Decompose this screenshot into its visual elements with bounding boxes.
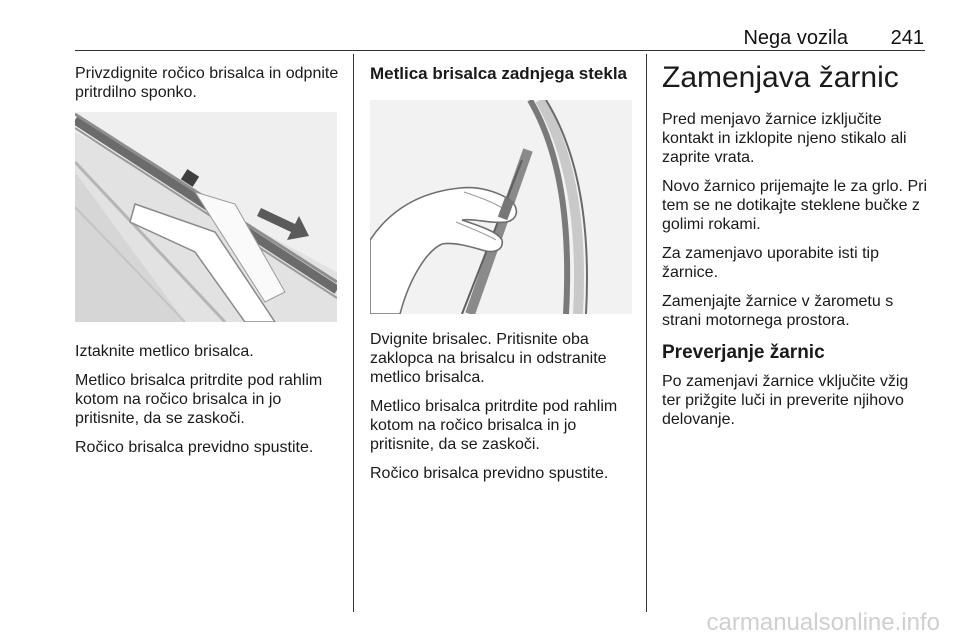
paragraph-same-type: Za zamenjavo uporabite isti tip žarnice. (662, 245, 879, 281)
paragraph-check-lights: Po zamenjavi žarnice vključite vžig ter prižgite luči in preverite njihovo delovanje. (662, 373, 909, 428)
column-divider-1 (353, 54, 354, 612)
paragraph-remove-blade: Iztaknite metlico brisalca. (75, 343, 254, 360)
section-title: Nega vozila (743, 27, 848, 49)
paragraph-lower-rear-arm: Ročico brisalca previdno spustite. (370, 465, 609, 482)
paragraph-lower-arm: Ročico brisalca previdno spustite. (75, 439, 314, 456)
bulb-replacement-heading: Zamenjava žarnic (662, 61, 899, 94)
bulb-check-heading: Preverjanje žarnic (662, 342, 825, 363)
column-3 (662, 61, 928, 439)
front-wiper-illustration (75, 112, 337, 322)
paragraph-lift-wiper: Dvignite brisalec. Pritisnite oba zaklopca na brisalcu in odstranite metlico brisalca. (370, 331, 607, 386)
paragraph-handle-bulb: Novo žarnico prijemajte le za grlo. Pri tem se ne dotikajte steklene bučke z golimi rokami. (662, 178, 927, 233)
paragraph-switch-off: Pred menjavo žarnice izključite kontakt in izklopite njeno stikalo ali zaprite vrata. (662, 111, 907, 166)
rear-wiper-illustration (370, 100, 632, 314)
column-1 (75, 64, 343, 467)
page-number: 241 (890, 27, 924, 49)
column-2 (370, 64, 632, 493)
paragraph-attach-blade: Metlico brisalca pritrdite pod rahlim kotom na ročico brisalca in jo pritisnite, da se zaskoči. (75, 372, 323, 427)
paragraph-engine-side: Zamenjajte žarnice v žarometu s strani motornega prostora. (662, 293, 894, 329)
column-divider-2 (646, 54, 647, 612)
paragraph-attach-rear-blade: Metlico brisalca pritrdite pod rahlim kotom na ročico brisalca in jo pritisnite, da se zaskoči. (370, 398, 618, 453)
paragraph-unclip-arm: Privzdignite ročico brisalca in odpnite pritrdilno sponko. (75, 65, 339, 101)
rear-wiper-heading: Metlica brisalca zadnjega stekla (370, 64, 628, 83)
header-rule (75, 50, 925, 51)
watermark: carmanualsonline.info (706, 609, 940, 636)
